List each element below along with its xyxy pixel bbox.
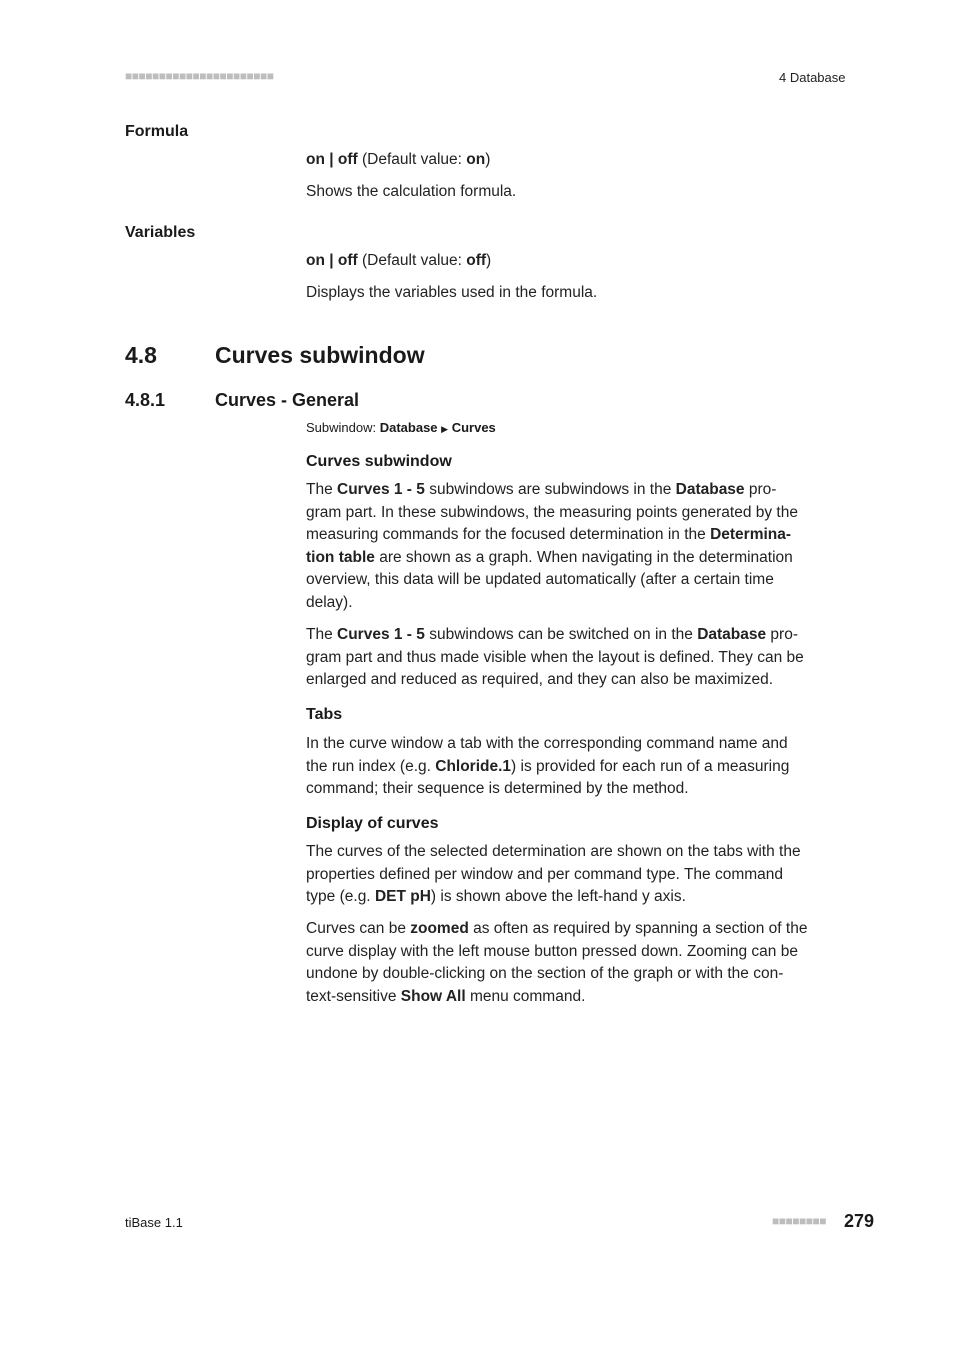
param-description-formula: Shows the calculation formula. bbox=[306, 183, 517, 200]
paragraph-display-properties: The curves of the selected determination are shown on the tabs with the properties defined per window and per command type. The command type (e.g. DET pH) is shown above the left-hand y axis. bbox=[306, 843, 801, 905]
chapter-label: 4 Database bbox=[779, 70, 846, 85]
page-number: 279 bbox=[844, 1211, 875, 1231]
paragraph-display-zoom: Curves can be zoomed as often as required by spanning a section of the curve display with the left mouse button pressed down. Zooming can be undone by double-clicking on the section of the graph or with the con- text-sensitive Show All menu command. bbox=[306, 920, 808, 1005]
header-decoration: ■■■■■■■■■■■■■■■■■■■■■■ bbox=[125, 69, 274, 83]
footer-decoration: ■■■■■■■■ bbox=[772, 1214, 826, 1228]
param-name-variables: Variables bbox=[125, 224, 196, 241]
footer-product: tiBase 1.1 bbox=[125, 1215, 183, 1230]
heading-tabs: Tabs bbox=[306, 706, 343, 723]
paragraph-tabs: In the curve window a tab with the corresponding command name and the run index (e.g. Chloride.1) is provided for each run of a measuring command; their sequence is determined by the method. bbox=[306, 735, 790, 797]
param-values-variables: on | off (Default value: off) bbox=[306, 252, 492, 269]
param-name-formula: Formula bbox=[125, 123, 189, 140]
subsection-number: 4.8.1 bbox=[125, 390, 166, 410]
subsection-title: Curves - General bbox=[215, 390, 360, 410]
paragraph-curves-intro: The Curves 1 - 5 subwindows are subwindows in the Database pro- gram part. In these subwindows, the measuring points generated by the measuring commands for the focused determination in the Determina- tion table are shown as a graph. When navigating in the determination overview, this data will be updated automatically (after a certain time delay). bbox=[306, 481, 798, 611]
section-number: 4.8 bbox=[125, 342, 157, 368]
heading-curves-subwindow: Curves subwindow bbox=[306, 453, 452, 470]
param-values-formula: on | off (Default value: on) bbox=[306, 151, 491, 168]
arrow-right-icon: ▶ bbox=[441, 424, 449, 434]
heading-display-of-curves: Display of curves bbox=[306, 815, 439, 832]
section-title: Curves subwindow bbox=[215, 342, 425, 368]
param-description-variables: Displays the variables used in the formula. bbox=[306, 284, 598, 301]
breadcrumb: Subwindow: Database ▶ Curves bbox=[306, 420, 496, 435]
paragraph-curves-switch: The Curves 1 - 5 subwindows can be switched on in the Database pro- gram part and thus made visible when the layout is defined. They can be enlarged and reduced as required, and they can also be maximized. bbox=[306, 626, 804, 688]
